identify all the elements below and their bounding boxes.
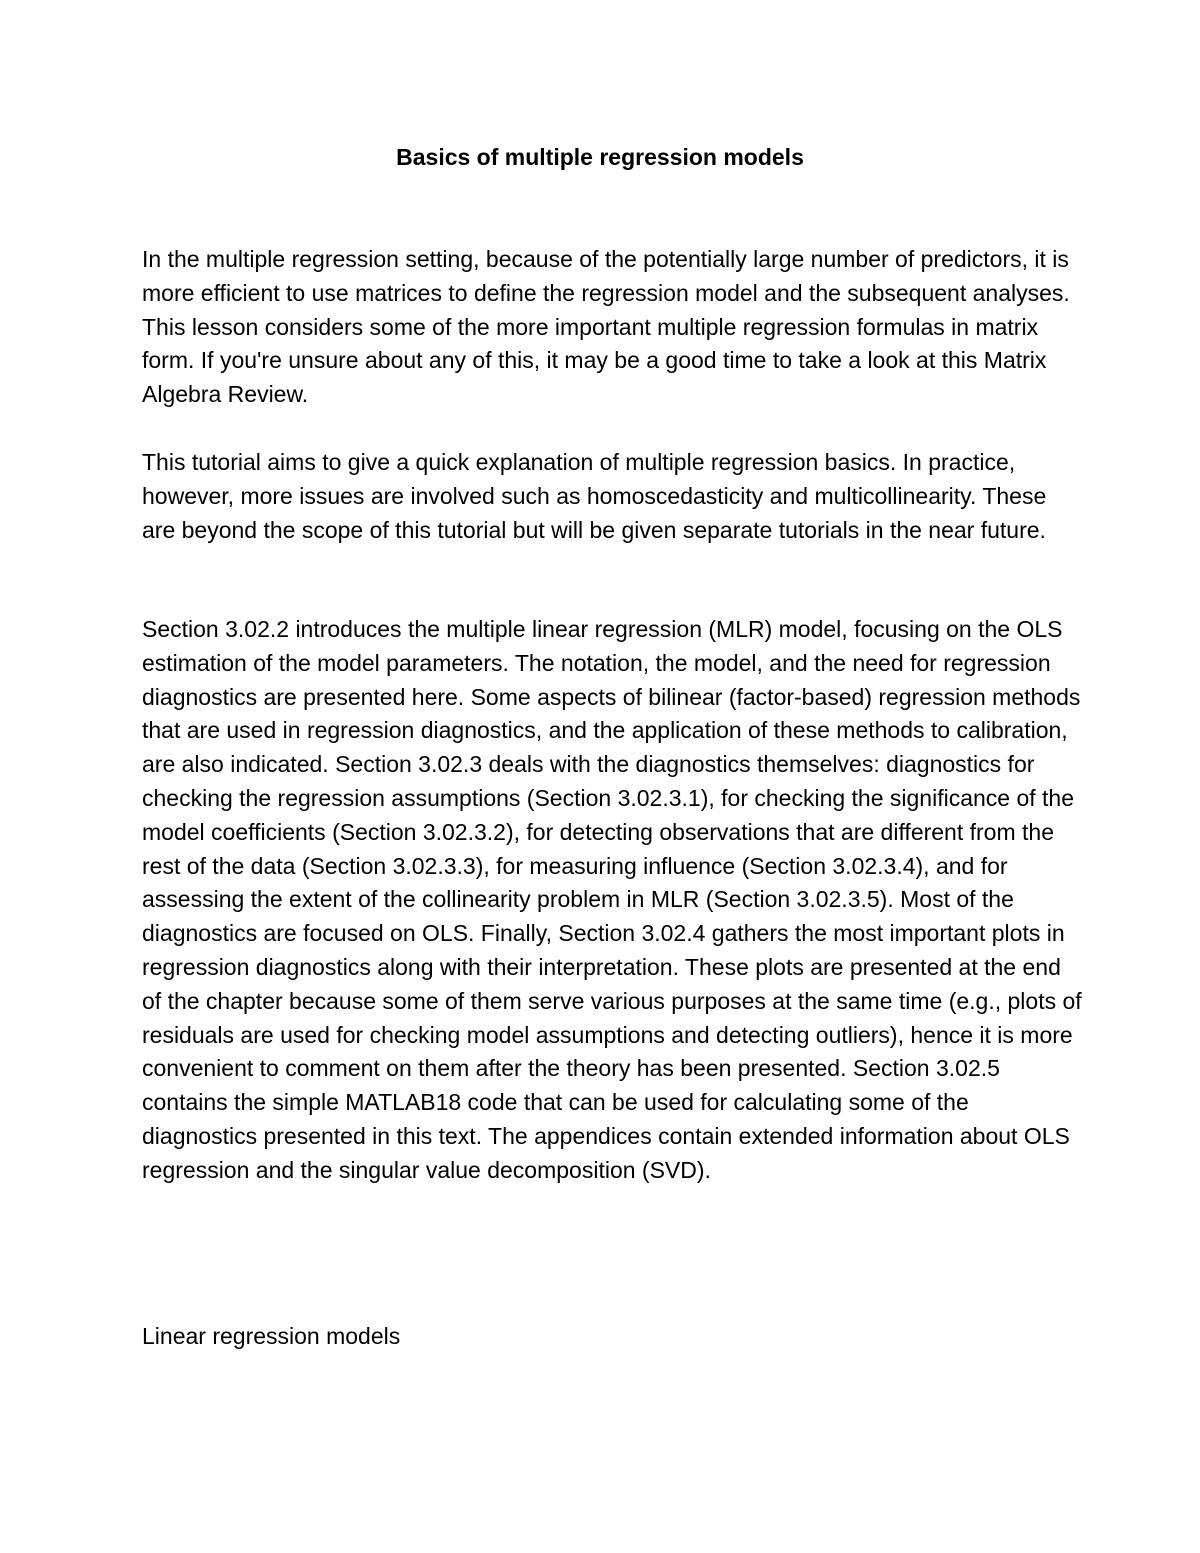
document-title: Basics of multiple regression models [396, 144, 804, 170]
paragraph-tutorial-aims: This tutorial aims to give a quick explanation of multiple regression basics. In practice, however, more issues are involved such as homoscedasticity and multicollinearity. These are beyond the scope of this tutorial but will be given separate tutorials in the near future. [142, 449, 1047, 543]
paragraph-section-overview: Section 3.02.2 introduces the multiple linear regression (MLR) model, focusing on the OLS estimation of the model parameters. The notation, the model, and the need for regression diagnostics are presented here. Some aspects of bilinear (factor-based) regression methods that are used in regression diagnostics, and the application of these methods to calibration, are also indicated. Section 3.02.3 deals with the diagnostics themselves: diagnostics for checking the regression assumptions (Section 3.02.3.1), for checking the significance of the model coefficients (Section 3.02.3.2), for detecting observations that are different from the rest of the data (Section 3.02.3.3), for measuring influence (Section 3.02.3.4), and for assessing the extent of the collinearity problem in MLR (Section 3.02.3.5). Most of the diagnostics are focused on OLS. Finally, Section 3.02.4 gathers the most important plots in regression diagnostics along with their interpretation. These plots are presented at the end of the chapter because some of them serve various purposes at the same time (e.g., plots of residuals are used for checking model assumptions and detecting outliers), hence it is more convenient to comment on them after the theory has been presented. Section 3.02.5 contains the simple MATLAB18 code that can be used for calculating some of the diagnostics presented in this text. The appendices contain extended information about OLS regression and the singular value decomposition (SVD). [142, 616, 1082, 1183]
paragraph-intro: In the multiple regression setting, because of the potentially large number of predictors, it is more efficient to use matrices to define the regression model and the subsequent analyses. This lesson considers some of the more important multiple regression formulas in matrix form. If you're unsure about any of this, it may be a good time to take a look at this Matrix Algebra Review. [142, 246, 1070, 408]
section-heading-linear-regression-models: Linear regression models [142, 1323, 401, 1349]
